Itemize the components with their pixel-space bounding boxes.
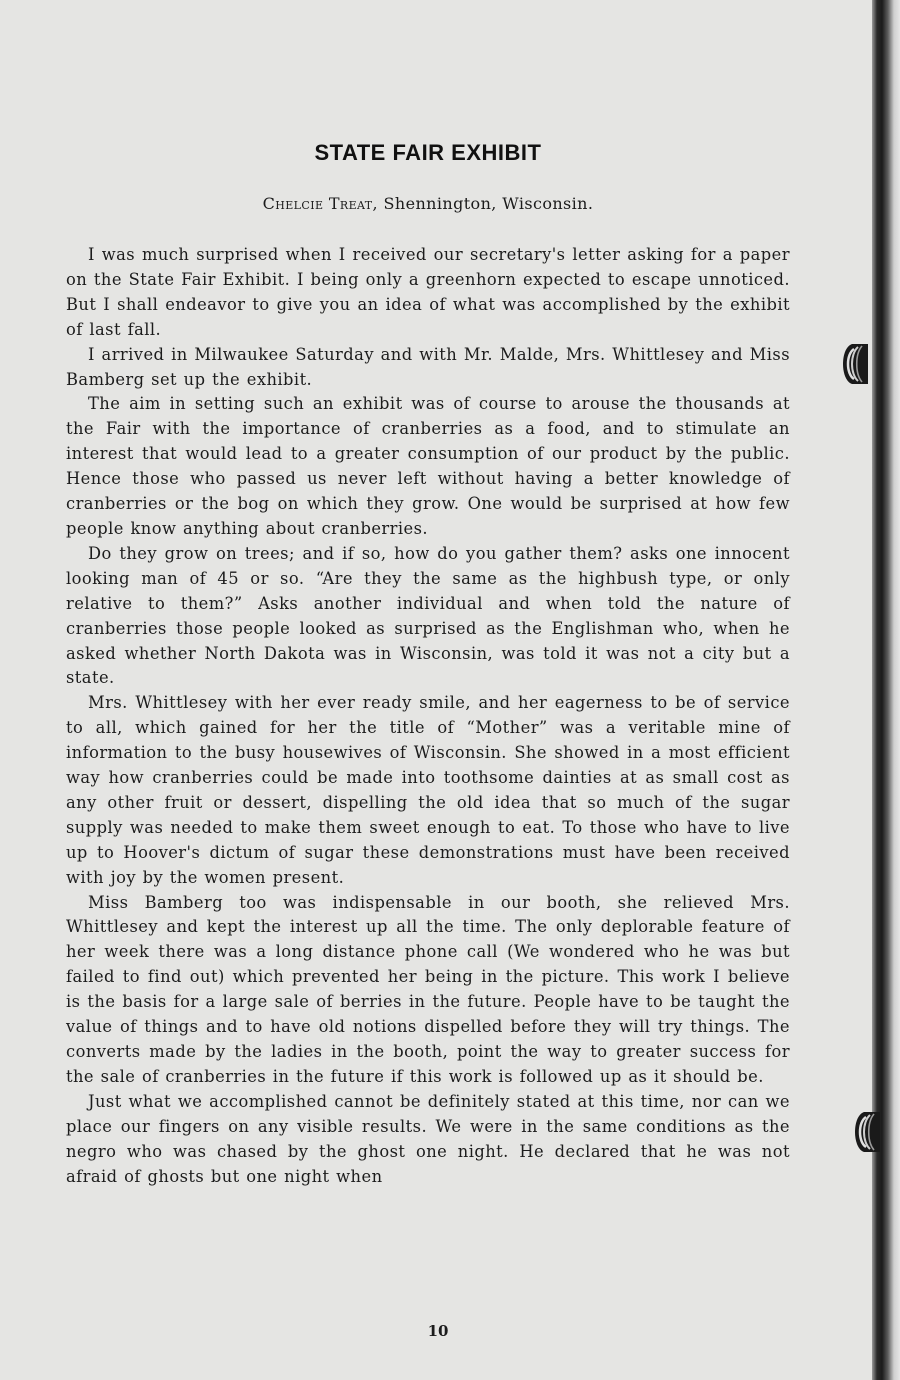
paragraph: The aim in setting such an exhibit was of course to arouse the thousands at the Fair with the importance of cranberries as a food, and to stimulate an interest that would lead to a greater consumption of our product by the public. Hence those who passed us never left without having a better knowledge of cranberries or the bog on which they grow. One would be surprised at how few people know anything about cranberries. xyxy=(66,394,790,538)
article-title: STATE FAIR EXHIBIT xyxy=(314,140,542,165)
paragraph: Do they grow on trees; and if so, how do you gather them? asks one innocent looking man of 45 or so. “Are they the same as the highbush type, or only relative to them?” Asks another individual and when told the nature of cranberries those people looked as surprised as the Englishman who, when he asked whether North Dakota was in Wisconsin, was told it was not a city but a state. xyxy=(66,543,790,688)
binding-edge xyxy=(872,0,900,1380)
punched-hole-icon xyxy=(838,340,874,388)
punched-hole-icon xyxy=(850,1108,886,1156)
byline xyxy=(66,194,790,213)
article xyxy=(66,140,790,1189)
author-location: Shennington, Wisconsin. xyxy=(383,194,594,213)
paragraph: Just what we accomplished cannot be definitely stated at this time, nor can we place our fingers on any visible results. We were in the same conditions as the negro who was chased by the ghost one night. He declared that he was not afraid of ghosts but one night when xyxy=(66,1091,790,1186)
paragraph: I was much surprised when I received our secretary's letter asking for a paper on the State Fair Exhibit. I being only a greenhorn expected to escape unnoticed. But I shall endeavor to give you an idea of what was accomplished by the exhibit of last fall. xyxy=(66,245,790,339)
author-name: Chelcie Treat, xyxy=(262,194,379,213)
paragraph: Mrs. Whittlesey with her ever ready smile, and her eagerness to be of service to all, which gained for her the title of “Mother” was a veritable mine of information to the busy housewives of Wisconsin. She showed in a most efficient way how cranberries could be made into toothsome dainties at as small cost as any other fruit or dessert, dispelling the old idea that so much of the sugar supply was needed to make them sweet enough to eat. To those who have to live up to Hoover's dictum of sugar these demonstrations must have been received with joy by the women present. xyxy=(66,693,790,887)
paragraph: I arrived in Milwaukee Saturday and with Mr. Malde, Mrs. Whittlesey and Miss Bamberg set up the exhibit. xyxy=(66,344,790,389)
page-number: 10 xyxy=(427,1322,449,1340)
paragraph: Miss Bamberg too was indispensable in our booth, she relieved Mrs. Whittlesey and kept the interest up all the time. The only deplorable feature of her week there was a long distance phone call (We wondered who he was but failed to find out) which prevented her being in the picture. This work I believe is the basis for a large sale of berries in the future. People have to be taught the value of things and to have old notions dispelled before they will try things. The converts made by the ladies in the booth, point the way to greater success for the sale of cranberries in the future if this work is followed up as it should be. xyxy=(66,892,790,1086)
